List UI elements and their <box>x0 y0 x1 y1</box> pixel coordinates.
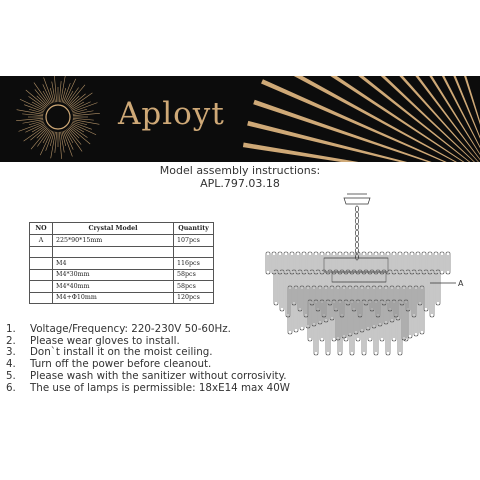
instructions-list <box>6 324 290 394</box>
row-model <box>53 246 174 258</box>
diagram-label-a: A <box>458 279 464 288</box>
item-number: 4. <box>6 358 16 371</box>
item-text: Please wash with the sanitizer without corrosivity. <box>30 369 287 382</box>
row-model: M4 <box>53 258 174 270</box>
row-no: A <box>30 235 53 247</box>
row-qty: 116pcs <box>174 258 214 270</box>
row-model: 225*90*15mm <box>53 235 174 247</box>
item-number: 2. <box>6 334 16 347</box>
row-qty: 58pcs <box>174 269 214 281</box>
header-quantity: Quantity <box>174 223 214 235</box>
crystal-spec-table <box>29 222 214 304</box>
list-item <box>6 383 290 395</box>
sunburst-icon <box>0 76 480 162</box>
item-text: Please wear gloves to install. <box>30 334 180 347</box>
item-number: 5. <box>6 369 16 382</box>
item-text: Don`t install it on the moist ceiling. <box>30 346 213 359</box>
row-qty <box>174 246 214 258</box>
header-crystal-model: Crystal Model <box>53 223 174 235</box>
list-item <box>6 324 290 336</box>
list-item <box>6 371 290 383</box>
row-model: M4*40mm <box>53 281 174 293</box>
row-qty: 120pcs <box>174 292 214 304</box>
document-title: Model assembly instructions: <box>159 164 321 177</box>
model-code: APL.797.03.18 <box>200 177 280 190</box>
row-no <box>30 258 53 270</box>
header-no: NO <box>30 223 53 235</box>
item-text: Voltage/Frequency: 220-230V 50-60Hz. <box>30 323 231 335</box>
item-number: 6. <box>6 381 16 394</box>
row-no <box>30 281 53 293</box>
brand-banner <box>0 76 480 162</box>
table-header-row <box>30 223 214 235</box>
table-row <box>30 292 214 304</box>
item-text: Turn off the power before cleanout. <box>30 358 212 371</box>
brand-name: Aployt <box>118 96 225 132</box>
table-row <box>30 281 214 293</box>
item-text: The use of lamps is permissible: 18xE14 max 40W <box>30 381 290 394</box>
row-model: M4+Φ10mm <box>53 292 174 304</box>
row-no <box>30 246 53 258</box>
table-row <box>30 246 214 258</box>
item-number: 1. <box>6 323 16 335</box>
table-row <box>30 269 214 281</box>
row-model: M4*30mm <box>53 269 174 281</box>
table-row <box>30 258 214 270</box>
row-qty: 58pcs <box>174 281 214 293</box>
table-row <box>30 235 214 247</box>
row-no <box>30 292 53 304</box>
row-no <box>30 269 53 281</box>
item-number: 3. <box>6 346 16 359</box>
row-qty: 107pcs <box>174 235 214 247</box>
